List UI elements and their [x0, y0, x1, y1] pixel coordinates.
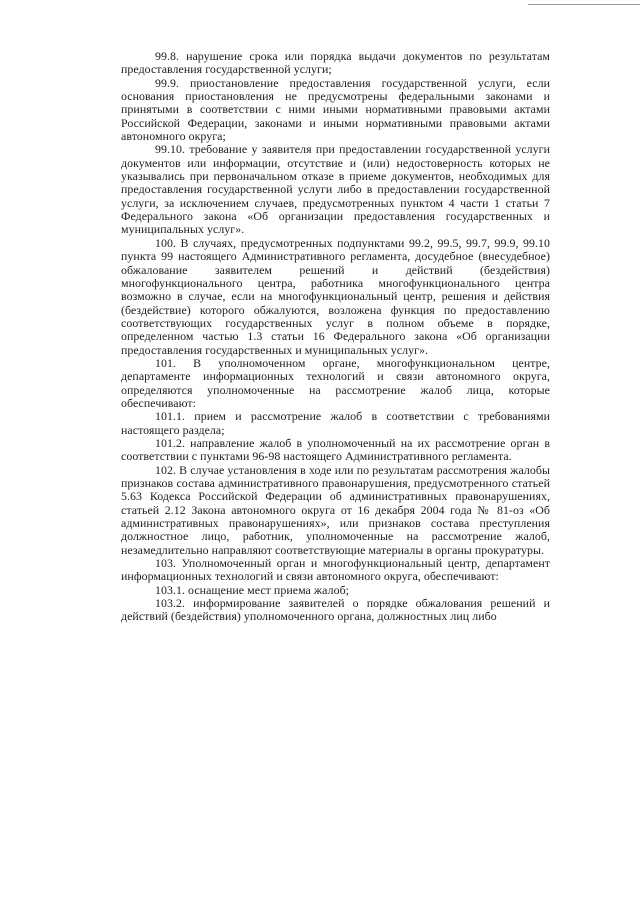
top-edge-line — [528, 4, 640, 5]
paragraph-101: 101. В уполномоченном органе, многофункциональном центре, департаменте информационных технологий и связи автономного округа, определяются уполномоченные на рассмотрение жалоб лица, которые обеспечивают: — [121, 355, 550, 410]
paragraph-100: 100. В случаях, предусмотренных подпунктами 99.2, 99.5, 99.7, 99.9, 99.10 пункта 99 настоящего Административного регламента, досудебное (внесудебное) обжалование заявителем решений и действий (бездействия) многофункционального центра, работника многофункционального центра возможно в случае, если на многофункциональный центр, решения и действия (бездействие) которого обжалуются, возложена функция по предоставлению соответствующих государственных услуг в полном объеме в порядке, определенном частью 1.3 статьи 16 Федерального закона «Об организации предоставления государственных и муниципальных услуг». — [121, 235, 550, 357]
paragraph-103: 103. Уполномоченный орган и многофункциональный центр, департамент информационных технологий и связи автономного округа, обеспечивают: — [121, 556, 550, 584]
paragraph-103-1: 103.1. оснащение мест приема жалоб; — [155, 582, 350, 597]
document-body — [121, 50, 550, 624]
paragraph-99-10: 99.10. требование у заявителя при предоставлении государственной услуги документов или информации, отсутствие и (или) недостоверность которых не указывались при первоначальном отказе в приеме документов, необходимых для предоставления государственной услуги либо в предоставлении государственной услуги, за исключением случаев, предусмотренных пунктом 4 части 1 статьи 7 Федерального закона «Об организации предоставления государственных и муниципальных услуг». — [121, 142, 550, 237]
paragraph-102: 102. В случае установления в ходе или по результатам рассмотрения жалобы признаков состава административного правонарушения, предусмотренного статьей 5.63 Кодекса Российской Федерации об административных правонарушениях, статьей 2.12 Закона автономного округа от 16 декабря 2004 года № 81-оз «Об административных правонарушениях», или признаков состава преступления должностное лицо, работник, уполномоченные на рассмотрение жалоб, незамедлительно направляют соответствующие материалы в органы прокуратуры. — [121, 462, 550, 557]
paragraph-99-9: 99.9. приостановление предоставления государственной услуги, если основания приостановления не предусмотрены федеральными законами и принятыми в соответствии с ними иными нормативными правовыми актами Российской Федерации, законами и иными нормативными правовыми актами автономного округа; — [121, 75, 550, 144]
paragraph-101-1: 101.1. прием и рассмотрение жалоб в соответствии с требованиями настоящего раздела; — [121, 409, 550, 437]
paragraph-99-8: 99.8. нарушение срока или порядка выдачи документов по результатам предоставления государственной услуги; — [121, 49, 550, 77]
paragraph-101-2: 101.2. направление жалоб в уполномоченный на их рассмотрение орган в соответствии с пунктами 96-98 настоящего Административного регламента. — [121, 435, 550, 464]
paragraph-103-2: 103.2. информирование заявителей о порядке обжалования решений и действий (бездействия) уполномоченного органа, должностных лиц либо — [121, 596, 550, 624]
